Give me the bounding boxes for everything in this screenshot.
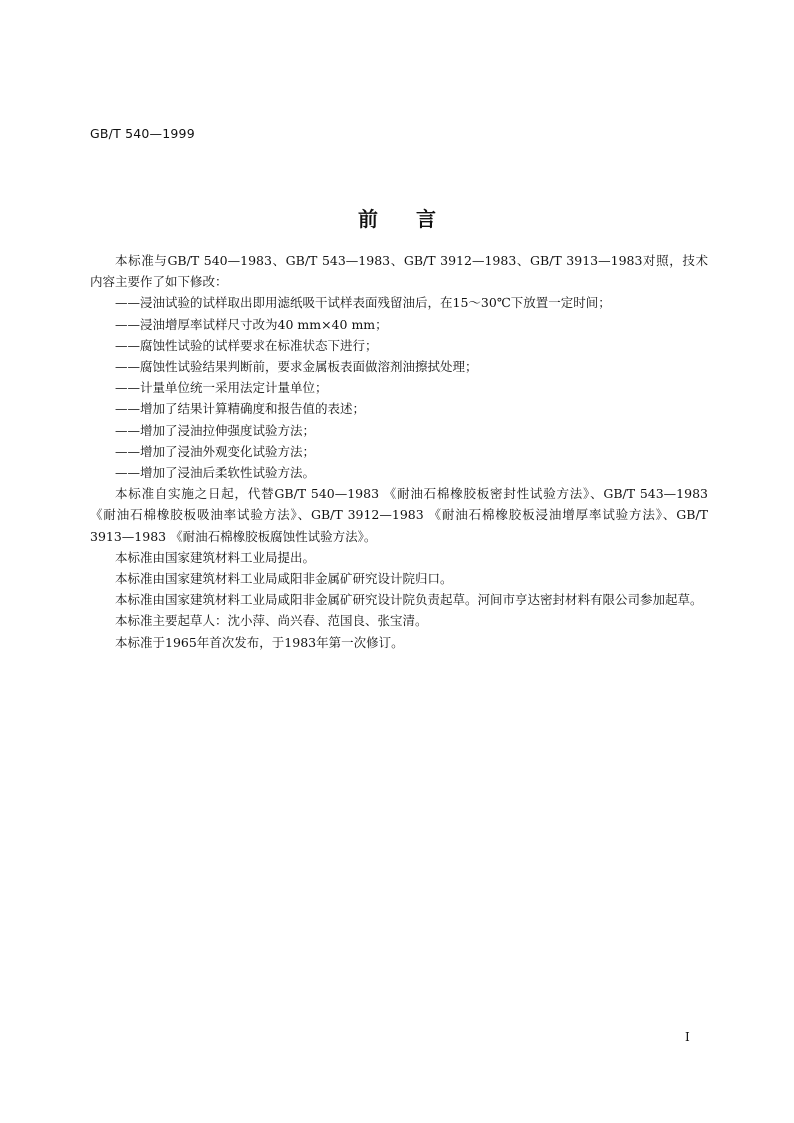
paragraph-replaces: 本标准自实施之日起，代替GB/T 540—1983 《耐油石棉橡胶板密封性试验方法》、GB/T 543—1983 《耐油石棉橡胶板吸油率试验方法》、GB/T 3912—1983 《耐油石棉橡胶板浸油增厚率试验方法》、GB/T 3913—1983 《耐油石棉橡胶板腐蚀性试验方法》。 — [90, 486, 708, 544]
foreword-body — [90, 250, 708, 653]
paragraph-centralized: 本标准由国家建筑材料工业局咸阳非金属矿研究设计院归口。 — [115, 571, 453, 587]
standard-code-header: GB/T 540—1999 — [90, 126, 195, 141]
list-item: ——增加了浸油外观变化试验方法； — [115, 443, 316, 459]
paragraph-proposer: 本标准由国家建筑材料工业局提出。 — [115, 549, 316, 565]
list-item: ——浸油增厚率试样尺寸改为40 mm×40 mm； — [115, 316, 388, 332]
list-item: ——增加了浸油后柔软性试验方法。 — [115, 465, 316, 481]
list-item: ——计量单位统一采用法定计量单位； — [115, 380, 328, 396]
paragraph-drafter: 本标准由国家建筑材料工业局咸阳非金属矿研究设计院负责起草。河间市亨达密封材料有限公司参加起草。 — [115, 592, 703, 608]
list-item: ——腐蚀性试验结果判断前，要求金属板表面做溶剂油擦拭处理； — [115, 359, 478, 375]
page-title: 前言 — [358, 207, 474, 231]
paragraph-history: 本标准于1965年首次发布，于1983年第一次修订。 — [115, 634, 404, 650]
list-item: ——浸油试验的试样取出即用滤纸吸干试样表面残留油后，在15～30℃下放置一定时间； — [115, 295, 611, 311]
list-item: ——增加了浸油拉伸强度试验方法； — [115, 422, 316, 438]
list-item: ——腐蚀性试验的试样要求在标准状态下进行； — [115, 337, 378, 353]
page-number: I — [685, 1030, 690, 1044]
paragraph-authors: 本标准主要起草人：沈小萍、尚兴春、范国良、张宝清。 — [115, 613, 428, 629]
paragraph-intro: 本标准与GB/T 540—1983、GB/T 543—1983、GB/T 3912—1983、GB/T 3913—1983对照，技术内容主要作了如下修改： — [90, 253, 708, 290]
list-item: ——增加了结果计算精确度和报告值的表述； — [115, 401, 366, 417]
